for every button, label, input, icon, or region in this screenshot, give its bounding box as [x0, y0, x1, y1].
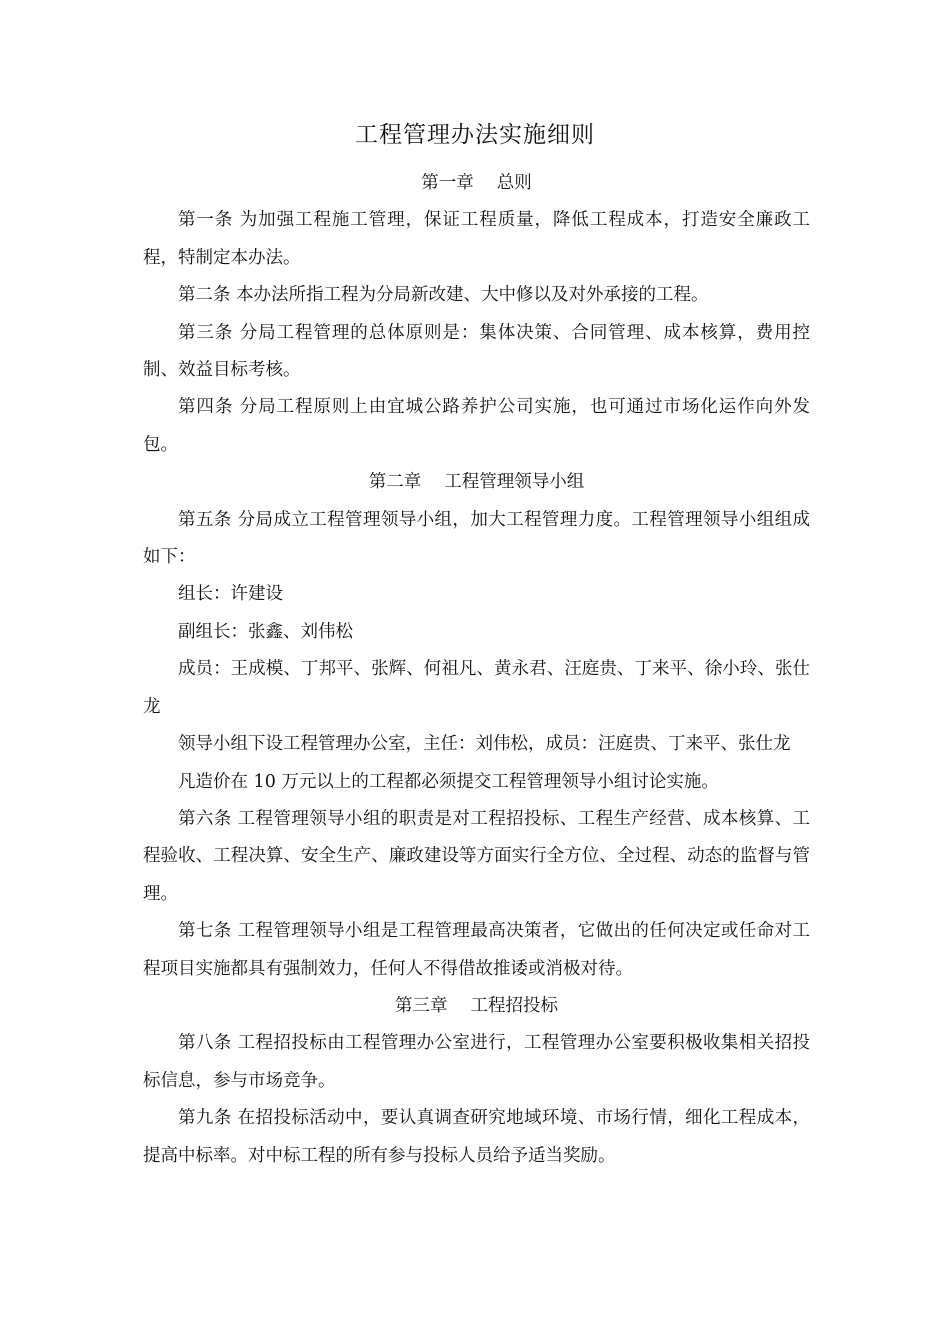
group-members: 成员：王成模、丁邦平、张辉、何祖凡、黄永君、汪庭贵、丁来平、徐小玲、张仕龙 [143, 659, 810, 717]
document-title: 工程管理办法实施细则 [355, 122, 595, 148]
article-3: 第三条 分局工程管理的总体原则是：集体决策、合同管理、成本核算，费用控制、效益目标考核。 [143, 322, 810, 381]
group-deputy-leaders: 副组长：张鑫、刘伟松 [178, 621, 353, 642]
article-8: 第八条 工程招投标由工程管理办公室进行，工程管理办公室要积极收集相关招投标信息，参与市场竞争。 [143, 1033, 810, 1091]
article-7: 第七条 工程管理领导小组是工程管理最高决策者，它做出的任何决定或任命对工程项目实施都具有强制效力，任何人不得借故推诿或消极对待。 [143, 921, 810, 979]
article-4: 第四条 分局工程原则上由宜城公路养护公司实施，也可通过市场化运作向外发包。 [143, 397, 810, 455]
document-body [143, 165, 810, 1175]
article-9: 第九条 在招投标活动中，要认真调查研究地域环境、市场行情，细化工程成本，提高中标率。对中标工程的所有参与投标人员给予适当奖励。 [143, 1108, 810, 1166]
article-5: 第五条 分局成立工程管理领导小组，加大工程管理力度。工程管理领导小组组成如下： [143, 509, 810, 568]
chapter-heading-2: 第二章 工程管理领导小组 [368, 472, 585, 493]
management-office: 领导小组下设工程管理办公室，主任：刘伟松，成员：汪庭贵、丁来平、张仕龙 [178, 734, 791, 755]
group-leader: 组长：许建设 [178, 584, 283, 605]
chapter-heading-3: 第三章 工程招投标 [394, 995, 559, 1016]
cost-threshold-rule: 凡造价在 10 万元以上的工程都必须提交工程管理领导小组讨论实施。 [178, 771, 719, 792]
chapter-heading-1: 第一章 总则 [421, 173, 532, 193]
article-1: 第一条 为加强工程施工管理，保证工程质量，降低工程成本，打造安全廉政工程，特制定本办法。 [143, 210, 810, 268]
article-2: 第二条 本办法所指工程为分局新改建、大中修以及对外承接的工程。 [178, 285, 709, 306]
article-6: 第六条 工程管理领导小组的职责是对工程招投标、工程生产经营、成本核算、工程验收、工程决算、安全生产、廉政建设等方面实行全方位、全过程、动态的监督与管理。 [143, 808, 810, 904]
